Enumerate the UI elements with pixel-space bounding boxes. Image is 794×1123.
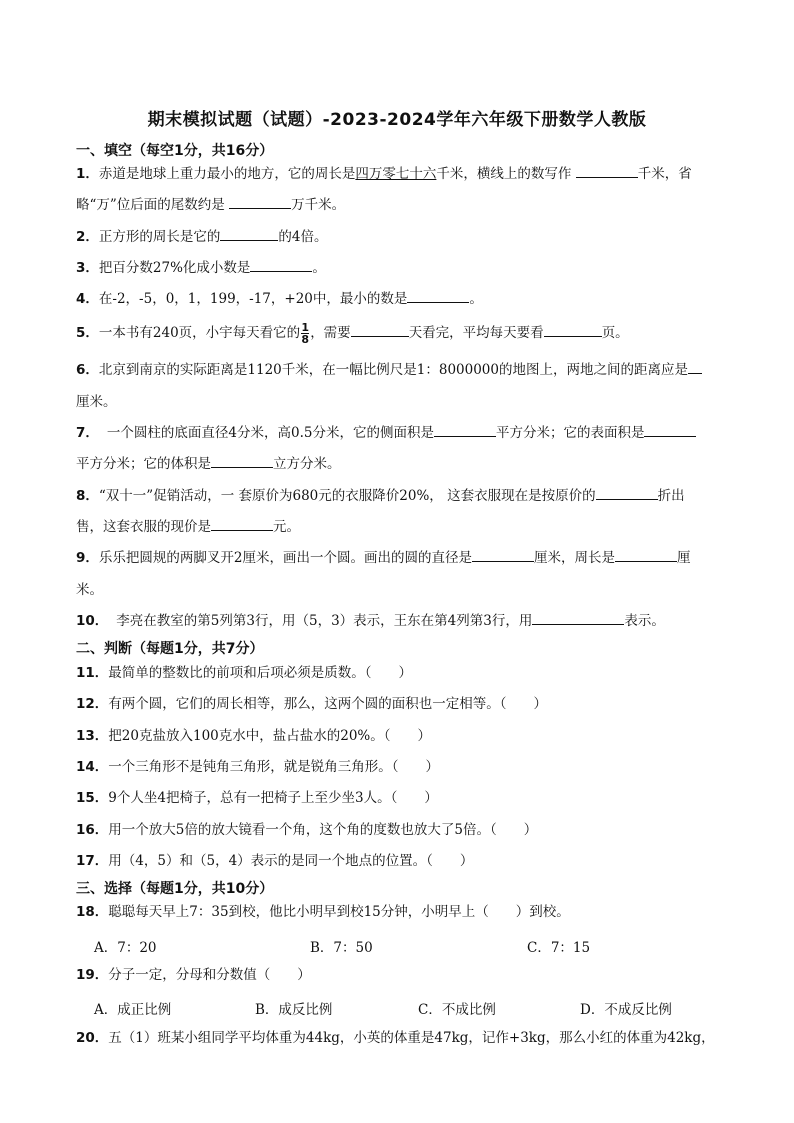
question-18: 18．聪聪每天早上7：35到校，他比小明早到校15分钟，小明早上（ ）到校。 <box>76 904 570 920</box>
fraction: $\frac{1}{8}$ <box>301 321 310 346</box>
option-a[interactable]: A．成正比例 <box>94 1002 172 1018</box>
question-4: 4．在-2，-5，0，1，199，-17，+20中，最小的数是 。 <box>76 284 748 315</box>
answer-blank[interactable] <box>250 257 312 272</box>
question-5: 5．一本书有240页，小宇每天看它的 $\frac{1}{8}$ ，需要 天看完，平均每天要看 页。 <box>76 321 629 346</box>
question-9: 9．乐乐把圆规的两脚叉开2厘米，画出一个圆。画出的圆的直径是 厘米，周长是 厘 <box>76 543 748 574</box>
question-6-cont: 厘米。 <box>76 394 117 410</box>
answer-blank[interactable] <box>220 226 278 241</box>
answer-blank[interactable] <box>596 485 658 500</box>
option-c[interactable]: C．不成比例 <box>418 1002 496 1018</box>
question-3: 3．把百分数27%化成小数是 。 <box>76 253 748 284</box>
answer-blank[interactable] <box>229 194 291 209</box>
answer-blank[interactable] <box>351 322 409 337</box>
option-c[interactable]: C．7：15 <box>527 940 591 956</box>
option-b[interactable]: B．7：50 <box>310 940 373 956</box>
section-heading-choice: 三、选择（每题1分，共10分） <box>76 881 274 897</box>
answer-blank[interactable] <box>434 422 496 437</box>
question-20: 20．五（1）班某小组同学平均体重为44kg，小英的体重是47kg，记作+3kg，那么小红的体重为42kg， <box>76 1030 715 1046</box>
question-6: 6．北京到南京的实际距离是1120千米，在一幅比例尺是1：8000000的地图上，两地之间的距离应是 <box>76 355 748 386</box>
answer-blank[interactable] <box>644 422 696 437</box>
answer-blank[interactable] <box>211 516 273 531</box>
question-10: 10． 李亮在教室的第5列第3行，用（5，3）表示，王东在第4列第3行，用 表示。 <box>76 606 748 637</box>
question-12: 12．有两个圆，它们的周长相等，那么，这两个圆的面积也一定相等。（ ） <box>76 696 548 712</box>
answer-blank[interactable] <box>532 610 624 625</box>
answer-blank[interactable] <box>544 322 602 337</box>
question-15: 15．9个人坐4把椅子，总有一把椅子上至少坐3人。（ ） <box>76 790 438 806</box>
question-1-cont: 略“万”位后面的尾数约是 万千米。 <box>76 190 748 221</box>
answer-blank[interactable] <box>576 163 638 178</box>
question-9-cont: 米。 <box>76 582 103 598</box>
section-heading-judgement: 二、判断（每题1分，共7分） <box>76 641 264 657</box>
answer-blank[interactable] <box>407 288 469 303</box>
page-title: 期末模拟试题（试题）-2023-2024学年六年级下册数学人教版 <box>147 110 647 130</box>
answer-blank[interactable] <box>688 359 702 374</box>
option-b[interactable]: B．成反比例 <box>255 1002 333 1018</box>
option-a[interactable]: A．7：20 <box>94 940 157 956</box>
question-7-cont: 平方分米；它的体积是 立方分米。 <box>76 449 748 480</box>
question-11: 11．最简单的整数比的前项和后项必须是质数。（ ） <box>76 665 413 681</box>
question-16: 16．用一个放大5倍的放大镜看一个角，这个角的度数也放大了5倍。（ ） <box>76 822 538 838</box>
section-heading-fill-in: 一、填空（每空1分，共16分） <box>76 143 274 159</box>
answer-blank[interactable] <box>211 453 273 468</box>
question-13: 13．把20克盐放入100克水中，盐占盐水的20%。（ ） <box>76 728 431 744</box>
answer-blank[interactable] <box>472 547 534 562</box>
question-8: 8．“双十一”促销活动，一 套原价为680元的衣服降价20%， 这套衣服现在是按原价的 折出 <box>76 481 748 512</box>
question-1: 1．赤道是地球上重力最小的地方，它的周长是四万零七十六千米，横线上的数写作 千米，省 <box>76 159 748 190</box>
question-2: 2．正方形的周长是它的 的4倍。 <box>76 222 748 253</box>
option-d[interactable]: D．不成反比例 <box>580 1002 672 1018</box>
answer-blank[interactable] <box>615 547 677 562</box>
question-19: 19．分子一定，分母和分数值（ ） <box>76 967 311 983</box>
question-7: 7． 一个圆柱的底面直径4分米，高0.5分米，它的侧面积是 平方分米；它的表面积是 <box>76 418 748 449</box>
question-8-cont: 售，这套衣服的现价是 元。 <box>76 512 748 543</box>
question-14: 14．一个三角形不是钝角三角形，就是锐角三角形。（ ） <box>76 759 440 775</box>
question-17: 17．用（4，5）和（5，4）表示的是同一个地点的位置。（ ） <box>76 853 474 869</box>
